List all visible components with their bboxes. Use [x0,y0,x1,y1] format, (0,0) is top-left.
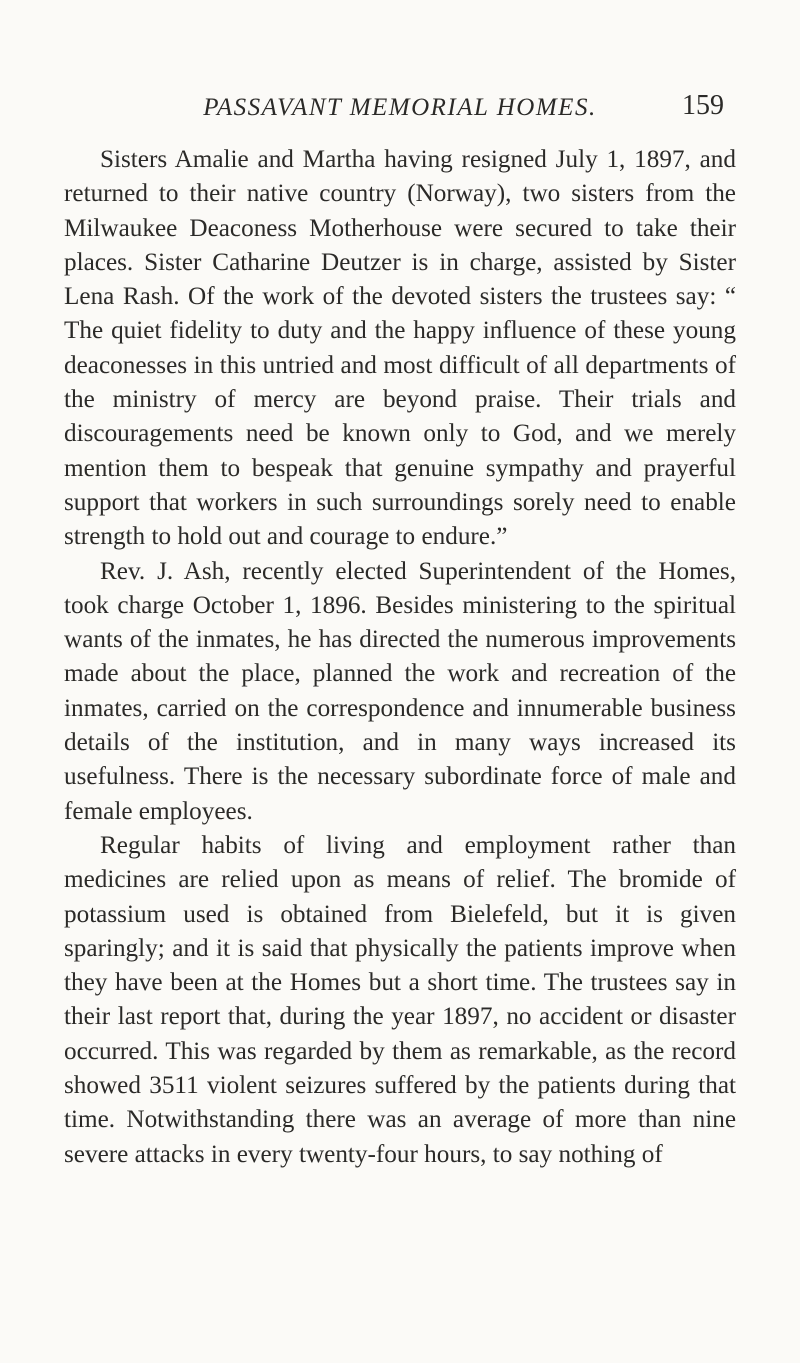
running-title: PASSAVANT MEMORIAL HOMES. [203,94,597,121]
paragraph-superintendent: Rev. J. Ash, recently elected Superintendent of the Homes, took charge October 1, 1896. Besides ministering to the spiritual wants of the inmates, he has directed the numerous improvements made about the place, planned the work and recreation of the inmates, carried on the correspondence and innumerable business details of the institution, and in many ways increased its usefulness. There is the necessary subordinate force of male and female employees. [64,557,736,825]
paragraph-sisters: Sisters Amalie and Martha having resigned July 1, 1897, and returned to their native country (Norway), two sisters from the Milwaukee Deaconess Motherhouse were secured to take their places. Sister Catharine Deutzer is in charge, assisted by Sister Lena Rash. Of the work of the devoted sisters the trustees say: “ The quiet fidelity to duty and the happy influence of these young deaconesses in this untried and most difficult of all departments of the ministry of mercy are beyond praise. Their trials and discouragements need be known only to God, and we merely mention them to bespeak that genuine sympathy and prayerful support that workers in such surroundings sorely need to enable strength to hold out and courage to endure.” [64,146,736,551]
body-text [64,143,736,1172]
running-head [64,88,736,128]
page-number: 159 [682,90,724,121]
paragraph-regular-habits: Regular habits of living and employment rather than medicines are relied upon as means of relief. The bromide of potassium used is obtained from Bielefeld, but it is given sparingly; and it is said that physically the patients improve when they have been at the Homes but a short time. The trustees say in their last report that, during the year 1897, no accident or disaster occurred. This was regarded by them as remarkable, as the record showed 3511 violent seizures suffered by the patients during that time. Notwithstanding there was an average of more than nine severe attacks in every twenty-four hours, to say nothing of [64,831,736,1168]
